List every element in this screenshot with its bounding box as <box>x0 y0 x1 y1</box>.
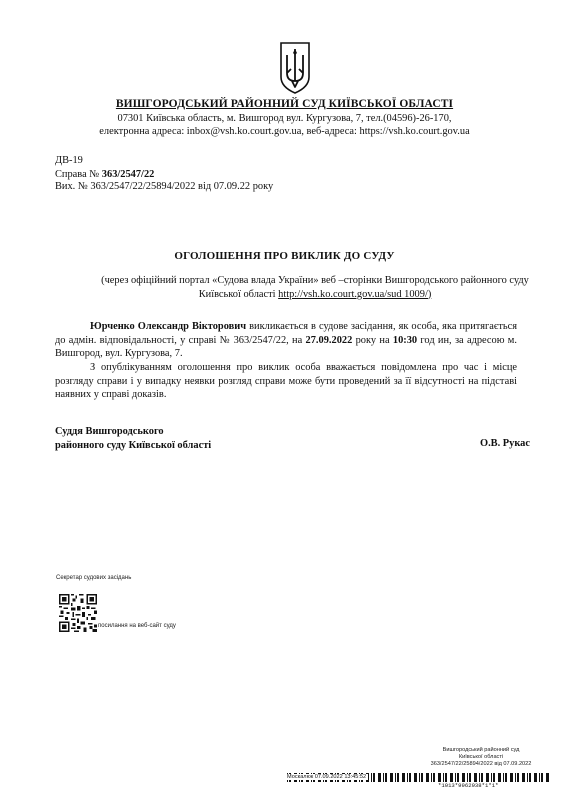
portal-note <box>80 274 550 301</box>
hearing-date: 27.09.2022 <box>305 334 353 346</box>
form-code: ДВ-19 <box>55 155 83 166</box>
summoned-person-name: Юрченко Олександр Вікторович <box>90 321 247 332</box>
court-address: 07301 Київська область, м. Вишгород вул. Кургузова, 7, тел.(04596)-26-170, <box>117 113 452 124</box>
portal-link[interactable]: http://vsh.ko.court.gov.ua/sud 1009/) <box>278 288 432 300</box>
secretary-label: Секретар судових засідань <box>56 575 132 581</box>
case-number: 363/2547/22 <box>101 169 155 180</box>
stamp-reference: 363/2547/22/25894/2022 від 07.09.2022 <box>430 761 532 767</box>
judge-title-line1: Суддя Вишгородського <box>55 426 164 437</box>
summons-text-a: викликається в судове засідання, як особа, яка притягається до адмін. відповідальності, у справі № 363/2547/22, на <box>55 321 517 346</box>
barcode-number: *1013*9962938*1*1* <box>438 782 499 789</box>
hearing-time: 10:30 <box>392 334 418 346</box>
court-contacts: електронна адреса: inbox@vsh.ko.court.gov.ua, веб-адреса: https://vsh.ko.court.gov.ua <box>99 126 470 137</box>
ukraine-coat-of-arms-icon <box>279 41 311 95</box>
outgoing-number: Вих. № 363/2547/22/25894/2022 від 07.09.22 року <box>55 181 274 192</box>
stamp-court-name: Вишгородський районний суд <box>442 747 520 753</box>
qr-code-icon[interactable] <box>59 594 97 632</box>
summons-text-c: год ин, за адресою м. Вишгород, вул. Кургузова, 7. <box>55 334 517 359</box>
judge-name: О.В. Рукас <box>480 438 530 449</box>
court-name-heading: ВИШГОРОДСЬКИЙ РАЙОННИЙ СУД КИЇВСЬКОЇ ОБЛАСТІ <box>115 98 454 110</box>
summons-paragraph <box>55 320 517 361</box>
notification-paragraph: З опублікуванням оголошення про виклик особа вважається повідомлена про час і місце розгляду справи і у випадку неявки розгляд справи може бути проведений за її відсутності на підставі наявних у справі доказів. <box>55 362 517 400</box>
summons-text-b: року на <box>352 334 393 346</box>
notice-title: ОГОЛОШЕННЯ ПРО ВИКЛИК ДО СУДУ <box>174 250 395 262</box>
qr-link-label[interactable]: посилання на веб-сайт суду <box>98 623 176 629</box>
portal-text: (через офіційний портал «Судова влада України» веб –сторінки Вишгородського районного суду Київської області <box>101 275 529 300</box>
case-number-line <box>55 169 154 180</box>
case-label: Справа № <box>55 169 102 180</box>
judge-title-line2: районного суду Київської області <box>55 439 212 451</box>
court-stamp <box>408 747 554 768</box>
digital-signature-info: Москалюк 07.09.2022 13:45:52 <box>287 774 367 780</box>
judge-title <box>55 425 211 452</box>
stamp-region: Київської області <box>458 754 504 760</box>
